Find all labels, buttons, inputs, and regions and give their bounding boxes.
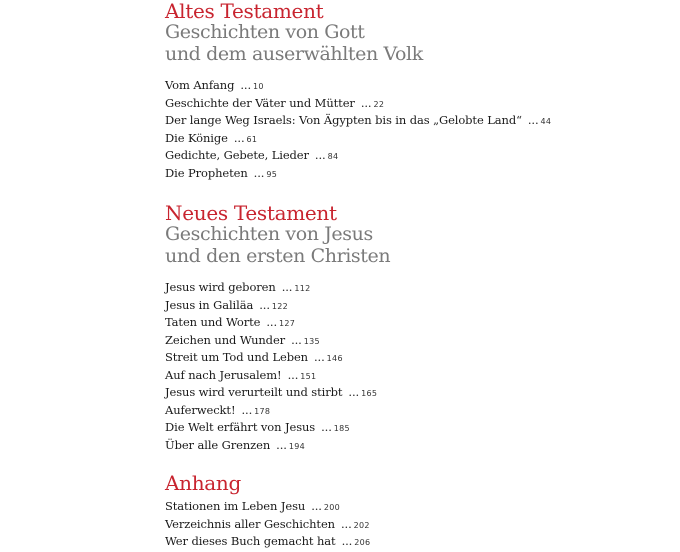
toc-entry-label: Vom Anfang	[165, 78, 235, 92]
toc-entry-label: Jesus wird geboren	[165, 280, 276, 294]
toc-entry[interactable]	[165, 384, 390, 402]
toc-entry[interactable]	[165, 498, 370, 516]
toc-leader: ...	[311, 499, 322, 513]
toc-entry-label: Verzeichnis aller Geschichten	[165, 516, 335, 531]
section-altes-testament	[165, 1, 551, 182]
toc-leader: ...	[348, 385, 360, 399]
toc-entry[interactable]	[165, 112, 551, 130]
toc-page-number: 122	[271, 301, 289, 311]
toc-leader: ...	[341, 534, 353, 548]
section-neues-testament	[165, 203, 390, 454]
toc-entry-label: Stationen im Leben Jesu	[165, 499, 306, 513]
toc-page-number: 185	[333, 424, 350, 433]
section-subtitle: und dem auserwählten Volk	[165, 43, 423, 65]
toc-entry-label: Die Welt erfährt von Jesus	[165, 420, 316, 434]
section-subtitle: Geschichten von Gott	[165, 21, 365, 43]
toc-entry-label: Über alle Grenzen	[165, 437, 271, 452]
toc-entry[interactable]	[165, 279, 390, 297]
toc-entry-label: Zeichen und Wunder	[165, 332, 286, 347]
toc-entry[interactable]	[165, 77, 551, 95]
toc-list	[165, 77, 551, 182]
toc-leader: ...	[241, 402, 253, 417]
toc-list	[165, 498, 370, 551]
section-title: Anhang	[165, 471, 242, 495]
toc-leader: ...	[259, 297, 270, 312]
section-subtitle: Geschichten von Jesus	[165, 223, 373, 245]
toc-list	[165, 279, 390, 454]
toc-entry[interactable]	[165, 516, 370, 534]
toc-leader: ...	[281, 280, 293, 294]
toc-entry-label: Wer dieses Buch gemacht hat	[165, 534, 336, 548]
toc-page-number: 84	[327, 152, 339, 161]
toc-page-number: 61	[246, 134, 258, 144]
toc-entry-label: Auf nach Jerusalem!	[165, 367, 282, 382]
toc-leader: ...	[314, 350, 325, 364]
toc-entry[interactable]	[165, 130, 551, 148]
section-title: Neues Testament	[165, 201, 337, 225]
toc-entry-label: Gedichte, Gebete, Lieder	[165, 148, 309, 162]
toc-page-number: 200	[323, 503, 341, 512]
toc-page-number: 22	[373, 99, 385, 109]
toc-entry-label: Die Propheten	[165, 165, 248, 180]
toc-page-number: 112	[294, 284, 311, 293]
toc-entry-label: Taten und Worte	[165, 315, 261, 329]
toc-entry[interactable]	[165, 367, 390, 385]
section-subtitle: und den ersten Christen	[165, 245, 391, 267]
toc-page-number: 165	[361, 389, 378, 398]
toc-leader: ...	[240, 78, 251, 92]
toc-entry[interactable]	[165, 437, 390, 455]
toc-leader: ...	[287, 367, 299, 382]
toc-entry-label: Geschichte der Väter und Mütter	[165, 95, 355, 110]
toc-page-number: 206	[354, 538, 371, 547]
toc-page-number: 178	[254, 406, 271, 416]
toc-leader: ...	[233, 130, 245, 145]
toc-page-number: 44	[540, 117, 552, 126]
toc-entry[interactable]	[165, 349, 390, 367]
toc-entry-label: Jesus in Galiläa	[165, 297, 254, 312]
toc-leader: ...	[276, 437, 287, 452]
toc-entry[interactable]	[165, 314, 390, 332]
toc-entry[interactable]	[165, 147, 551, 165]
toc-entry[interactable]	[165, 533, 370, 551]
toc-entry-label: Die Könige	[165, 130, 228, 145]
toc-page-number: 127	[279, 319, 296, 328]
toc-entry-label: Auferweckt!	[165, 402, 236, 417]
toc-page-number: 10	[253, 82, 264, 91]
toc-leader: ...	[266, 315, 278, 329]
toc-entry[interactable]	[165, 419, 390, 437]
toc-entry[interactable]	[165, 95, 551, 113]
toc-entry-label: Streit um Tod und Leben	[165, 350, 308, 364]
toc-leader: ...	[360, 95, 372, 110]
toc-page-number: 202	[353, 520, 370, 530]
toc-leader: ...	[314, 148, 326, 162]
toc-entry[interactable]	[165, 332, 390, 350]
toc-page-number: 95	[266, 169, 278, 179]
toc-entry[interactable]	[165, 165, 551, 183]
toc-leader: ...	[291, 332, 302, 347]
toc-leader: ...	[253, 165, 265, 180]
toc-leader: ...	[321, 420, 332, 434]
toc-entry[interactable]	[165, 402, 390, 420]
toc-leader: ...	[340, 516, 352, 531]
toc-page-number: 146	[326, 354, 343, 363]
toc-entry-label: Der lange Weg Israels: Von Ägypten bis in das „Gelobte Land“	[165, 113, 522, 127]
toc-entry-label: Jesus wird verurteilt und stirbt	[165, 385, 343, 399]
section-anhang	[165, 473, 370, 551]
toc-entry[interactable]	[165, 297, 390, 315]
toc-leader: ...	[527, 113, 539, 127]
section-title: Altes Testament	[165, 0, 324, 23]
toc-page-number: 135	[303, 336, 320, 346]
toc-page-number: 151	[300, 371, 317, 381]
toc-page-number: 194	[288, 441, 305, 451]
